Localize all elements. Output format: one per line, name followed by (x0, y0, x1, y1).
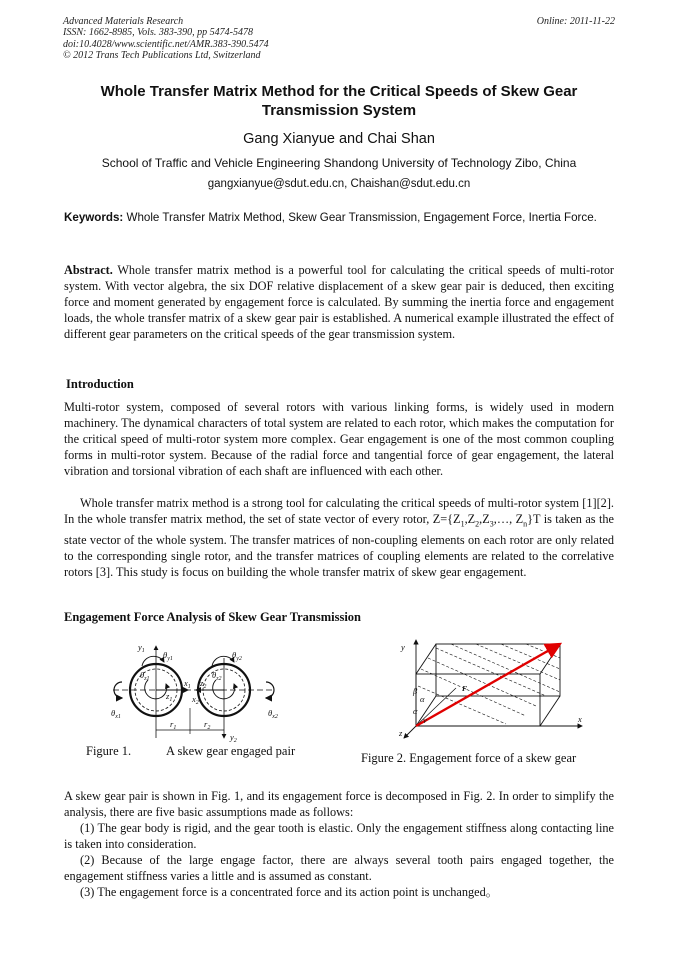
body-paragraph-1: A skew gear pair is shown in Fig. 1, and its engagement force is decomposed in Fig. 2. In order to simplify the analysis, there are five basic assumptions made as follows: (64, 789, 614, 819)
section-heading-introduction: Introduction (66, 377, 134, 391)
figure-1-caption-number: Figure 1. (86, 744, 132, 758)
label-x1: $x_1$ (184, 678, 191, 690)
label-x: x (578, 714, 582, 724)
z-axis (404, 726, 416, 738)
paper-title (70, 82, 608, 120)
assumption-2: (2) Because of the large engage factor, there are always several tooth pairs engaged together, the engagement stiffness varies a little and is assumed as constant. (64, 853, 614, 883)
keywords-text: Whole Transfer Matrix Method, Skew Gear Transmission, Engagement Force, Inertia Force. (123, 211, 597, 224)
label-z1: $z_1$ (166, 691, 173, 703)
assumption-3: (3) The engagement force is a concentrated force and its action point is unchanged。 (80, 885, 499, 899)
author-emails[interactable]: gangxianyue@sdut.edu.cn, Chaishan@sdut.edu.cn (207, 178, 471, 190)
intro-p2-start: Whole transfer matrix method is a strong tool for calculating the critical speeds of multi-rotor system [1][2]. In the whole transfer matrix method, the set of state vector of every rotor, Z={Z (64, 496, 614, 526)
label-theta-z1: $\theta_{z1}$ (140, 670, 150, 682)
sub-n: n (523, 519, 528, 529)
label-x2: $x_2$ (192, 694, 199, 706)
keywords-label: Keywords: (64, 211, 124, 224)
label-y1: $y_1$ (138, 642, 145, 654)
gear-pair-svg (108, 638, 298, 743)
abstract-text: Whole transfer matrix method is a powerful tool for calculating the critical speeds of multi-rotor system. With vector algebra, the six DOF relative displacement of a skew gear pair is deduced, then exciting force and moment generated by engagement force is calculated. By summing the inertia force and engagement loads, the whole transfer matrix of a skew gear pair is established. A numerical example illustrated the effect of different gear parameters on the critical speeds of the gear transmission system. (64, 263, 614, 341)
engagement-force-arrow (416, 644, 560, 726)
label-z2: $z_2$ (200, 678, 207, 690)
assumption-1: (1) The gear body is rigid, and the gear tooth is elastic. Only the engagement stiffness along contacting line is taken into consideration. (64, 821, 614, 851)
title-line-1: Whole Transfer Matrix Method for the Critical Speeds of Skew Gear (100, 83, 578, 100)
label-theta-x1: $\theta_{x1}$ (111, 708, 121, 720)
label-alpha-2: α (413, 706, 418, 716)
figure-1-diagram (108, 638, 298, 743)
figure-2-diagram (396, 636, 588, 744)
intro-paragraph-1: Multi-rotor system, composed of several rotors with various linking forms, is widely used in modern machinery. The dynamical characters of total system are related to each rotor, which makes the computation for the critical speed of multi-rotor system more complex. Gear engagement is one of the most common coupling forms in multi-rotor system. Because of the radial force and tangential force of gear engagement, the lateral vibration and torsional vibration of each shaft are influenced with each other. (64, 400, 614, 478)
copyright-line: © 2012 Trans Tech Publications Ltd, Switzerland (63, 50, 261, 61)
force-decomposition-svg (396, 636, 588, 744)
sep-2: ,Z (479, 512, 490, 526)
label-y2: $y_2$ (230, 732, 237, 743)
box-back-face (436, 644, 560, 696)
label-r2: $r_2$ (204, 719, 211, 731)
abstract (64, 262, 614, 342)
label-theta-z2: $\theta_{z2}$ (212, 670, 222, 682)
journal-name: Advanced Materials Research (63, 16, 184, 27)
intro-paragraph-2 (64, 495, 614, 580)
box-front-face (416, 674, 540, 726)
keywords (64, 210, 614, 226)
affiliation: School of Traffic and Vehicle Engineering Shandong University of Technology Zibo, China (101, 156, 577, 170)
label-theta-x2: $\theta_{x2}$ (268, 708, 278, 720)
figure-1-caption: A skew gear engaged pair (166, 744, 296, 758)
figure-2-caption: Figure 2. Engagement force of a skew gear (361, 751, 577, 765)
intro-p2-end: }T is taken as the state vector of the whole system. The transfer matrices of non-coupling elements on each rotor are only related to the corresponding single rotor, and the transfer matrices of coupling elements are related to the correlative rotors [3]. This study is focus on building the whole transfer matrix of skew gear engagement. (64, 512, 614, 580)
online-date: Online: 2011-11-22 (536, 16, 615, 27)
sub-2: 2 (475, 519, 480, 529)
label-theta-y2: $\theta_{y2}$ (232, 650, 242, 662)
sep-3: ,…, Z (493, 512, 524, 526)
label-alpha-1: α (420, 694, 425, 704)
label-F: F (462, 684, 468, 693)
label-z: z (399, 728, 403, 738)
abstract-label: Abstract. (64, 263, 113, 277)
label-r1: $r_1$ (170, 719, 177, 731)
sep-1: ,Z (464, 512, 476, 526)
label-theta-y1: $\theta_{y1}$ (163, 650, 173, 662)
title-line-2: Transmission System (261, 102, 417, 119)
issn-line: ISSN: 1662-8985, Vols. 383-390, pp 5474-5478 (63, 27, 253, 38)
doi-line[interactable]: doi:10.4028/www.scientific.net/AMR.383-390.5474 (63, 39, 269, 50)
section-heading-engagement: Engagement Force Analysis of Skew Gear Transmission (64, 610, 362, 624)
label-nu: ν (423, 715, 427, 725)
sub-1: 1 (460, 519, 465, 529)
authors: Gang Xianyue and Chai Shan (243, 131, 435, 147)
label-beta: β (413, 686, 418, 696)
sub-3: 3 (489, 519, 494, 529)
label-y: y (401, 642, 405, 652)
